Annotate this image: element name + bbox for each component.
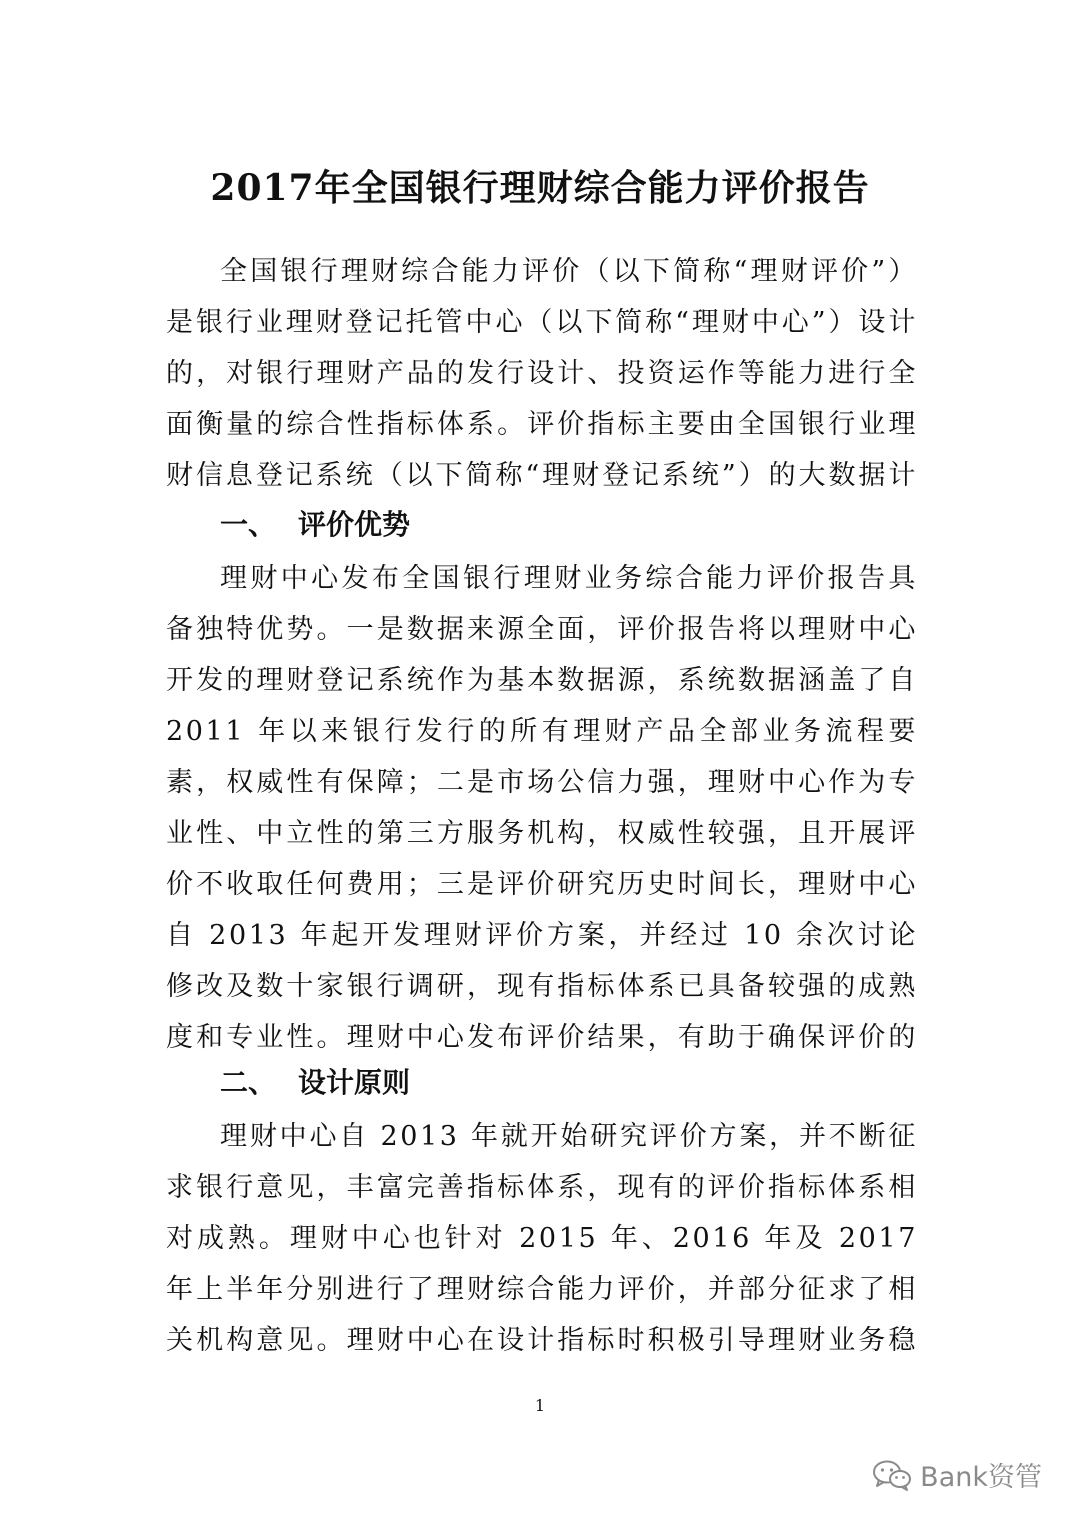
section-heading-1 xyxy=(220,497,410,553)
page-number: 1 xyxy=(534,1396,546,1415)
section-heading-2 xyxy=(220,1055,410,1111)
section-body-1: 理财中心发布全国银行理财业务综合能力评价报告具备独特优势。一是数据来源全面，评价报告将以理财中心开发的理财登记系统作为基本数据源，系统数据涵盖了自 2011 年以来银行发行的所有理财产品全部业务流程要素，权威性有保障；二是市场公信力强，理财中心作为专业性、中立性的第三方服务机构，权威性较强，且开展评价不收取任何费用；三是评价研究历史时间长，理财中心自 2013 年起开发理财评价方案，并经过 10 余次讨论修改及数十家银行调研，现有指标体系已具备较强的成熟度和专业性。理财中心发布评价结果，有助于确保评价的 xyxy=(166,563,918,1053)
section-number-2: 二、 xyxy=(220,1066,277,1099)
section-body-2: 理财中心自 2013 年就开始研究评价方案，并不断征求银行意见，丰富完善指标体系，现有的评价指标体系相对成熟。理财中心也针对 2015 年、2016 年及 2017 年上半年分别进行了理财综合能力评价，并部分征求了相关机构意见。理财中心在设计指标时积极引导理财业务稳 xyxy=(166,1121,918,1356)
section-title-2: 设计原则 xyxy=(298,1066,411,1099)
section-title-1: 评价优势 xyxy=(298,508,411,541)
document-title: 2017年全国银行理财综合能力评价报告 xyxy=(210,167,870,209)
watermark xyxy=(872,1455,1042,1494)
intro-paragraph: 全国银行理财综合能力评价（以下简称“理财评价”）是银行业理财登记托管中心（以下简称“理财中心”）设计的，对银行理财产品的发行设计、投资运作等能力进行全面衡量的综合性指标体系。评价指标主要由全国银行业理财信息登记系统（以下简称“理财登记系统”）的大数据计 xyxy=(166,256,918,491)
section-number-1: 一、 xyxy=(220,508,277,541)
wechat-icon xyxy=(872,1458,912,1492)
watermark-text: Bank资管 xyxy=(920,1462,1042,1493)
